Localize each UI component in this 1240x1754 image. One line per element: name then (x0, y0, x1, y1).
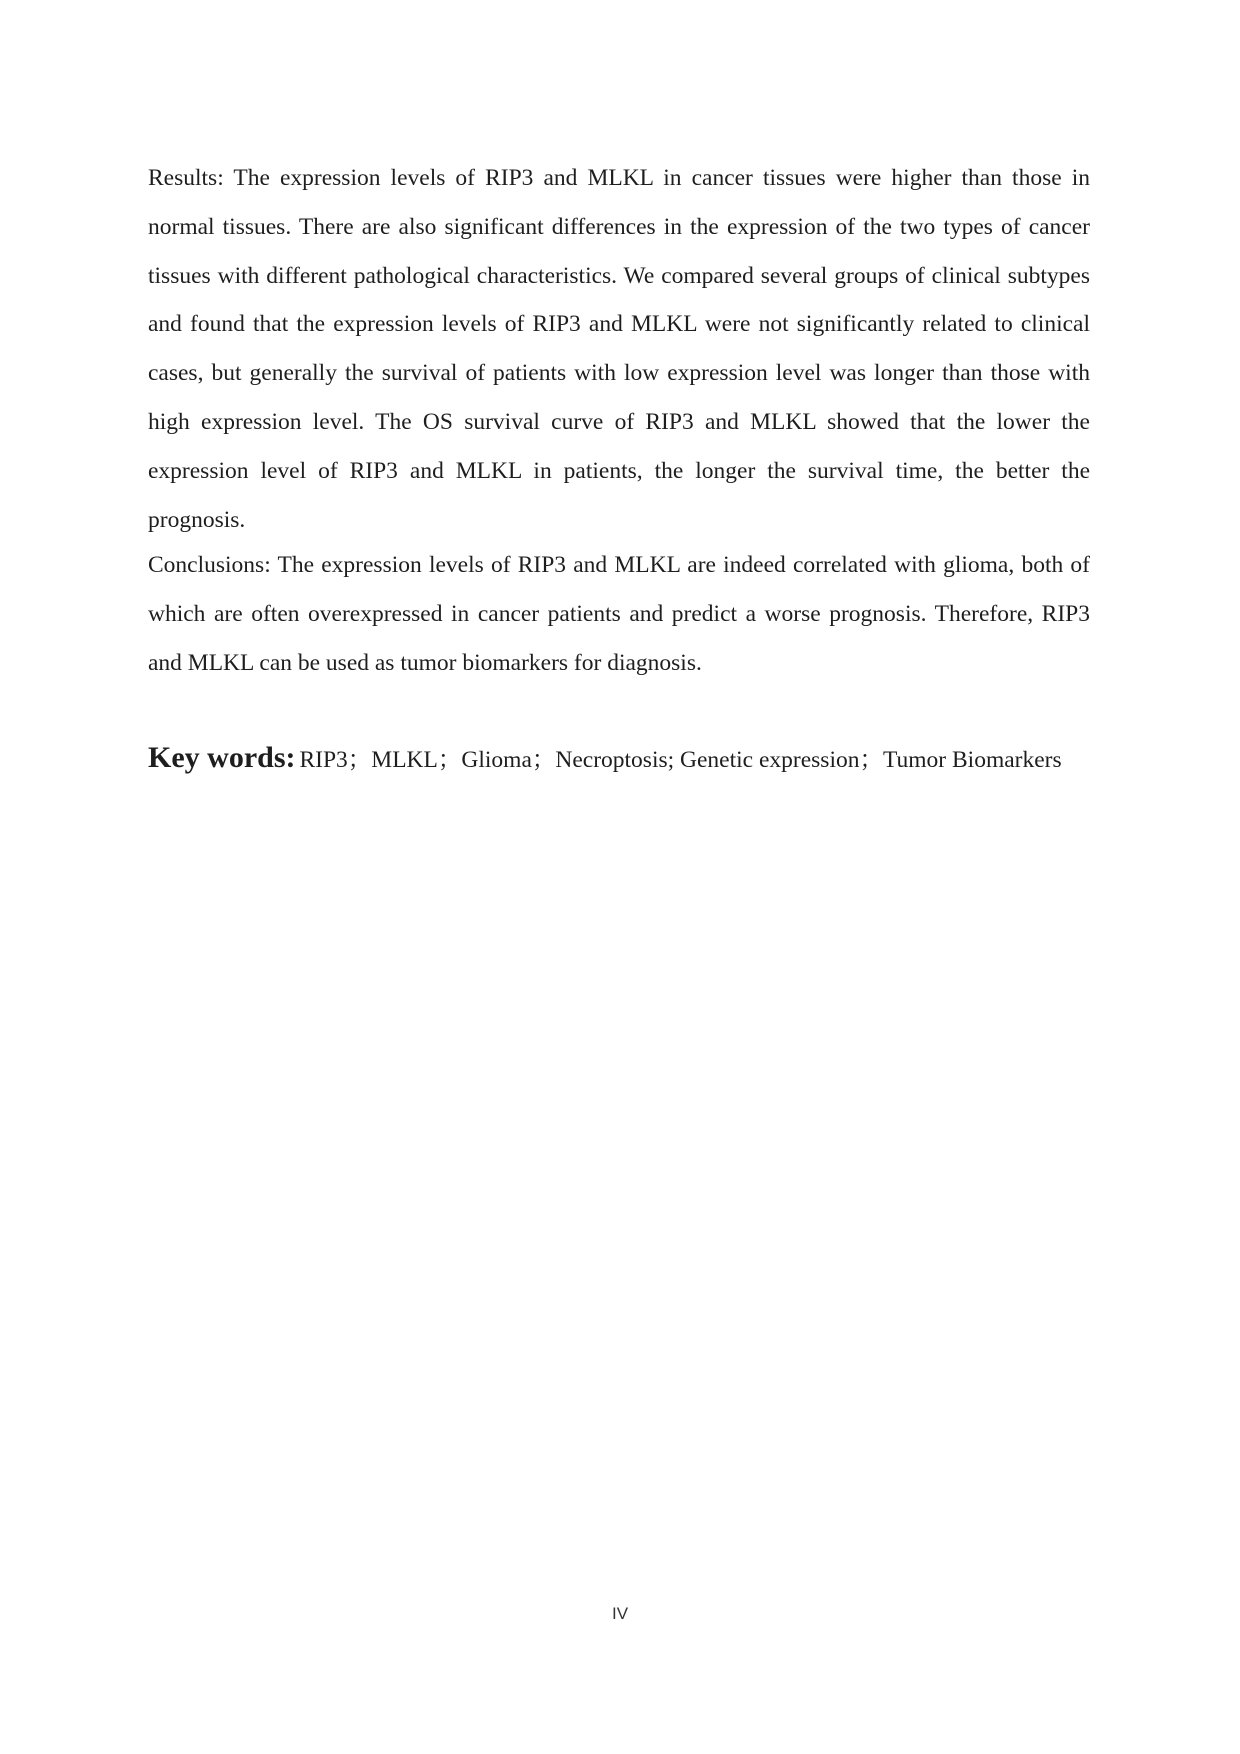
page-number: IV (611, 1604, 629, 1623)
keywords-label: Key words: (148, 741, 296, 774)
keywords-line (148, 740, 1148, 775)
conclusions-paragraph: Conclusions: The expression levels of RIP3 and MLKL are indeed correlated with glioma, both of which are often overexpressed in cancer patients and predict a worse prognosis. Therefore, RIP3 and MLKL can be used as tumor biomarkers for diagnosis. (148, 552, 1090, 676)
keywords-list: RIP3；MLKL；Glioma；Necroptosis; Genetic expression；Tumor Biomarkers (299, 747, 1062, 773)
results-paragraph: Results: The expression levels of RIP3 and MLKL in cancer tissues were higher than those in normal tissues. There are also significant differences in the expression of the two types of cancer tissues with different pathological characteristics. We compared several groups of clinical subtypes and found that the expression levels of RIP3 and MLKL were not significantly related to clinical cases, but generally the survival of patients with low expression level was longer than those with high expression level. The OS survival curve of RIP3 and MLKL showed that the lower the expression level of RIP3 and MLKL in patients, the longer the survival time, the better the prognosis. (148, 165, 1090, 533)
